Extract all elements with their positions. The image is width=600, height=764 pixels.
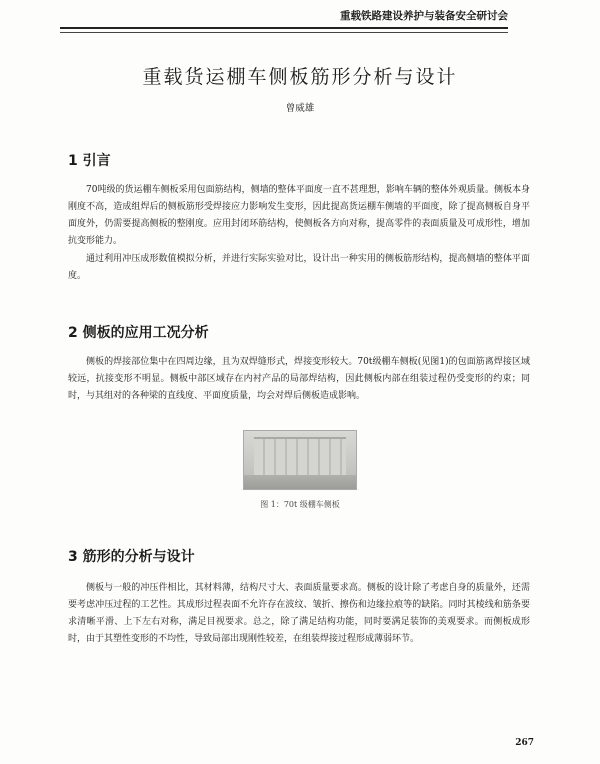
section-heading: 3 筋形的分析与设计 [68, 549, 195, 565]
paragraph: 侧板与一般的冲压件相比，其材料薄，结构尺寸大、表面质量要求高。侧板的设计除了考虑自身的质量外，还需要考虑冲压过程的工艺性。其成形过程表面不允许存在波纹、皱折、擦伤和边缘拉痕等的缺陷。同时其棱线和筋条要求清晰平滑、上下左右对称，满足目视要求。总之，除了满足结构功能，同时要满足装饰的美观要求。而侧板成形时，由于其塑性变形的不均性，导致局部出现刚性较差，在组装焊接过程形成薄弱环节。 [68, 583, 530, 644]
author-name: 曾威雄 [285, 103, 315, 114]
paper-title: 重载货运棚车侧板筋形分析与设计 [142, 66, 458, 88]
paragraph: 侧板的焊接部位集中在四周边缘，且为双焊缝形式，焊接变形较大。70t级棚车侧板(见图1)的包面筋离焊接区域较远，抗接变形不明显。侧板中部区域存在内衬产品的局部焊结构，因此侧板内部在组装过程仍受变形的约束；同时，与其组对的各种梁的直线度、平面度质量，均会对焊后侧板造成影响。 [68, 357, 530, 401]
figure-caption: 图 1：70t 级棚车侧板 [260, 500, 340, 509]
paragraph: 通过利用冲压成形数值模拟分析，并进行实际实验对比，设计出一种实用的侧板筋形结构，提高侧墙的整体平面度。 [68, 254, 530, 281]
section-heading: 1 引言 [68, 153, 111, 169]
figure-image [243, 430, 357, 490]
floor-illustration [244, 475, 356, 489]
page-number: 267 [515, 738, 534, 748]
running-header: 重载铁路建设养护与装备安全研讨会 [60, 8, 508, 29]
section-heading: 2 侧板的应用工况分析 [68, 325, 209, 341]
paragraph: 70吨级的货运棚车侧板采用包面筋结构，侧墙的整体平面度一直不甚理想，影响车辆的整体外观质量。侧板本身刚度不高，造成组焊后的侧板筋形受焊接应力影响发生变形，因此提高货运棚车侧墙的平面度，除了提高侧板自身平面度外，仍需要提高侧板的整刚度。应用封闭环筋结构，使侧板各方向对称，提高零件的表面质量及可成形性，增加抗变形能力。 [68, 185, 530, 246]
